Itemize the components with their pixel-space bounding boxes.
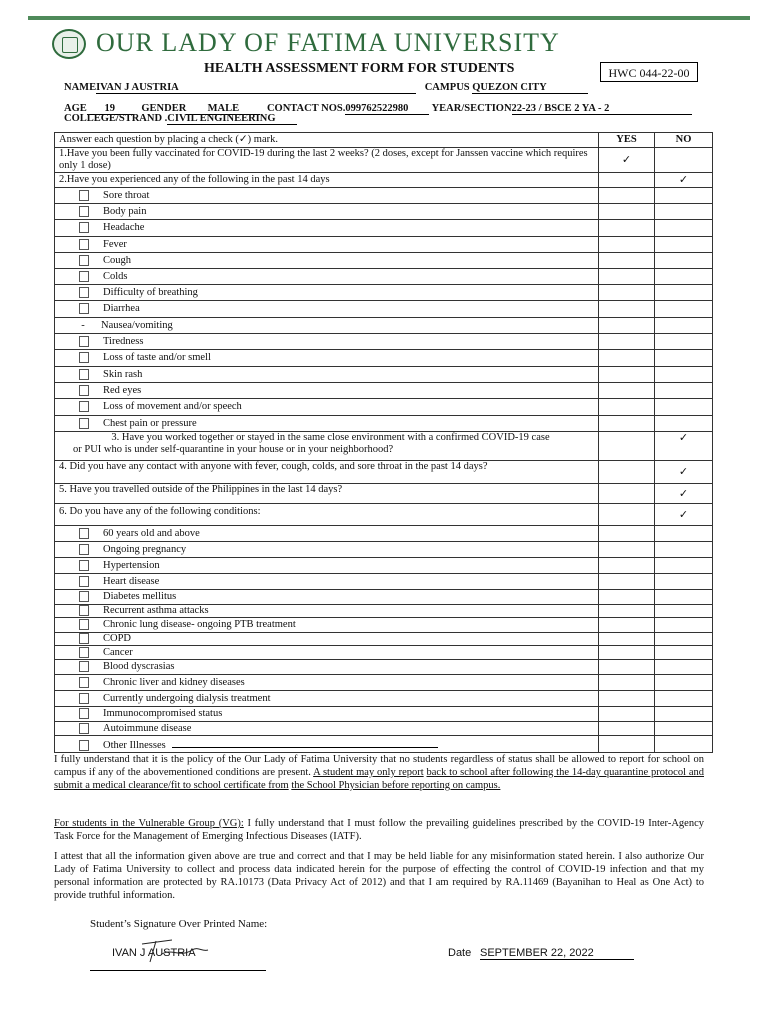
q3-yes-cell[interactable]: [599, 432, 655, 461]
university-seal-logo: [52, 29, 86, 59]
checkbox-icon: [79, 418, 89, 429]
symptom-yes-cell[interactable]: [599, 237, 655, 253]
symptom-row: [55, 237, 713, 253]
condition-yes-cell[interactable]: [599, 618, 655, 633]
form-code-box: HWC 044-22-00: [600, 62, 698, 82]
condition-row: [55, 660, 713, 675]
symptom-no-cell[interactable]: [655, 237, 713, 253]
symptom-yes-cell[interactable]: [599, 285, 655, 301]
condition-label: Diabetes mellitus: [103, 591, 177, 602]
date-label: Date: [448, 947, 472, 959]
question-5: 5. Have you travelled outside of the Philippines in the last 14 days?: [55, 484, 599, 504]
vulnerable-group-statement: For students in the Vulnerable Group (VG): I fully understand that I must follow the prevailing guidelines prescribed by the COVID-19 Inter-Agency Task Force for the Management of Emerging Infectious Diseases (IATF).: [54, 818, 704, 842]
campus-label: CAMPUS: [424, 82, 470, 93]
campus-field[interactable]: QUEZON CITY: [472, 82, 588, 94]
checkbox-icon: [79, 576, 89, 587]
condition-yes-cell[interactable]: [599, 558, 655, 574]
signature-line: [90, 970, 266, 971]
condition-row: [55, 590, 713, 605]
symptom-row: [55, 220, 713, 237]
condition-yes-cell[interactable]: [599, 542, 655, 558]
symptom-no-cell[interactable]: [655, 416, 713, 432]
symptom-label: Sore throat: [103, 189, 150, 201]
condition-yes-cell[interactable]: [599, 574, 655, 590]
condition-row: [55, 722, 713, 736]
checkbox-icon: [79, 633, 89, 644]
condition-label: Ongoing pregnancy: [103, 543, 187, 555]
handwritten-signature: [132, 936, 212, 966]
condition-row: [55, 605, 713, 618]
name-field[interactable]: IVAN J AUSTRIA: [96, 82, 416, 94]
other-illnesses-field[interactable]: [172, 736, 438, 748]
checkbox-icon: [79, 303, 89, 314]
condition-yes-cell[interactable]: [599, 675, 655, 691]
condition-row: [55, 574, 713, 590]
condition-label: Heart disease: [103, 575, 160, 587]
checkbox-icon: [79, 369, 89, 380]
condition-label: Chronic lung disease- ongoing PTB treatment: [103, 619, 296, 630]
condition-no-cell[interactable]: [655, 526, 713, 542]
condition-row: [55, 542, 713, 558]
symptom-no-cell[interactable]: [655, 269, 713, 285]
symptom-no-cell[interactable]: [655, 318, 713, 334]
q6-yes-cell[interactable]: [599, 504, 655, 526]
symptom-label: Difficulty of breathing: [103, 286, 198, 298]
checkbox-icon: [79, 544, 89, 555]
condition-label: Hypertension: [103, 559, 160, 571]
q1-no-cell[interactable]: [655, 148, 713, 173]
condition-no-cell[interactable]: [655, 646, 713, 660]
condition-no-cell[interactable]: [655, 574, 713, 590]
no-header: NO: [655, 133, 713, 148]
checkbox-icon: [79, 255, 89, 266]
symptom-row: [55, 253, 713, 269]
condition-no-cell[interactable]: [655, 736, 713, 753]
condition-no-cell[interactable]: [655, 618, 713, 633]
condition-label: Chronic liver and kidney diseases: [103, 676, 245, 688]
q3-no-cell[interactable]: ✓: [655, 432, 713, 461]
symptom-row: [55, 318, 713, 334]
checkbox-icon: [79, 605, 89, 616]
q4-yes-cell[interactable]: [599, 461, 655, 484]
condition-row: [55, 675, 713, 691]
condition-label: Cancer: [103, 646, 133, 658]
yes-header: YES: [599, 133, 655, 148]
symptom-yes-cell[interactable]: [599, 367, 655, 383]
condition-label: Immunocompromised status: [103, 708, 223, 719]
symptom-yes-cell[interactable]: [599, 253, 655, 269]
contact-field[interactable]: 099762522980: [345, 103, 429, 115]
question-row-4: [55, 461, 713, 484]
question-1: 1.Have you been fully vaccinated for COVID-19 during the last 2 weeks? (2 doses, except for Janssen vaccine which requires only 1 dose): [55, 148, 599, 173]
condition-yes-cell[interactable]: [599, 660, 655, 675]
condition-row: [55, 691, 713, 707]
symptom-label: Chest pain or pressure: [103, 417, 197, 429]
symptom-row: [55, 301, 713, 318]
condition-yes-cell[interactable]: [599, 633, 655, 646]
symptom-yes-cell[interactable]: [599, 399, 655, 416]
condition-no-cell[interactable]: [655, 691, 713, 707]
symptom-row: [55, 334, 713, 350]
condition-label: Recurrent asthma attacks: [103, 605, 209, 616]
symptom-no-cell[interactable]: [655, 350, 713, 367]
condition-label: Other Illnesses: [103, 740, 166, 751]
symptom-no-cell[interactable]: [655, 253, 713, 269]
header-rule: [28, 16, 750, 20]
checkbox-icon: [79, 336, 89, 347]
condition-yes-cell[interactable]: [599, 590, 655, 605]
checkbox-icon: [79, 287, 89, 298]
condition-label: 60 years old and above: [103, 527, 200, 539]
symptom-yes-cell[interactable]: [599, 334, 655, 350]
symptom-row: [55, 416, 713, 432]
condition-yes-cell[interactable]: [599, 736, 655, 753]
condition-yes-cell[interactable]: [599, 646, 655, 660]
condition-no-cell[interactable]: [655, 660, 713, 675]
symptom-no-cell[interactable]: [655, 399, 713, 416]
name-label: NAME: [64, 82, 97, 93]
checkbox-icon: [79, 740, 89, 751]
college-label: COLLEGE/STRAND .: [64, 113, 168, 124]
condition-no-cell[interactable]: [655, 633, 713, 646]
symptom-label: Cough: [103, 254, 132, 266]
question-2: 2.Have you experienced any of the following in the past 14 days: [55, 173, 599, 188]
question-row-1: [55, 148, 713, 173]
symptom-yes-cell[interactable]: [599, 318, 655, 334]
condition-yes-cell[interactable]: [599, 691, 655, 707]
symptom-row: [55, 367, 713, 383]
checkbox-icon: [79, 560, 89, 571]
q2-yes-cell[interactable]: [599, 173, 655, 188]
college-row: [64, 113, 297, 125]
symptom-label: Colds: [103, 270, 128, 282]
form-title: HEALTH ASSESSMENT FORM FOR STUDENTS: [204, 61, 515, 76]
checkbox-icon: [79, 528, 89, 539]
symptom-row: [55, 383, 713, 399]
dash-marker: -: [81, 319, 85, 331]
symptom-row: [55, 204, 713, 220]
question-row-2: [55, 173, 713, 188]
question-row-3: [55, 432, 713, 461]
policy-statement: I fully understand that it is the policy of the Our Lady of Fatima University that no students regardless of status shall be allowed to report for school on campus if any of the abovementioned conditions are present. A student may only report back to school after following the 14-day quarantine protocol and submit a medical clearance/fit to school certificate from the School Physician before reporting on campus.: [54, 754, 704, 791]
q5-yes-cell[interactable]: [599, 484, 655, 504]
checkbox-icon: [79, 677, 89, 688]
checkbox-icon: [79, 647, 89, 658]
checkbox-icon: [79, 271, 89, 282]
checkbox-icon: [79, 206, 89, 217]
condition-row: [55, 633, 713, 646]
checkbox-icon: [79, 661, 89, 672]
symptom-yes-cell[interactable]: [599, 269, 655, 285]
question-row-6: [55, 504, 713, 526]
q4-no-cell[interactable]: ✓: [655, 461, 713, 484]
contact-label: CONTACT NOS.: [266, 103, 346, 114]
checkbox-icon: [79, 591, 89, 602]
symptom-no-cell[interactable]: [655, 220, 713, 237]
gender-field[interactable]: MALE: [186, 103, 260, 115]
date-field[interactable]: SEPTEMBER 22, 2022: [480, 947, 634, 960]
condition-label: Blood dyscrasias: [103, 661, 175, 672]
age-label: AGE: [64, 103, 87, 114]
condition-row: [55, 618, 713, 633]
symptom-row: [55, 350, 713, 367]
symptom-label: Body pain: [103, 205, 147, 217]
age-field[interactable]: 19: [87, 103, 133, 115]
condition-label: COPD: [103, 633, 132, 644]
symptom-label: Headache: [103, 222, 145, 233]
checkbox-icon: [79, 708, 89, 719]
symptom-label: Fever: [103, 238, 127, 250]
condition-label: Currently undergoing dialysis treatment: [103, 692, 271, 704]
questionnaire-table: [54, 132, 713, 753]
symptom-label: Tiredness: [103, 335, 144, 347]
name-row: [64, 82, 588, 94]
symptom-no-cell[interactable]: [655, 301, 713, 318]
question-3: 3. Have you worked together or stayed in the same close environment with a confirmed COVID-19 case: [111, 432, 550, 443]
symptom-yes-cell[interactable]: [599, 220, 655, 237]
symptom-label: Skin rash: [103, 368, 143, 380]
symptom-no-cell[interactable]: [655, 285, 713, 301]
checkbox-icon: [79, 723, 89, 734]
condition-no-cell[interactable]: [655, 675, 713, 691]
symptom-no-cell[interactable]: [655, 204, 713, 220]
checkbox-icon: [79, 401, 89, 412]
symptom-no-cell[interactable]: [655, 334, 713, 350]
condition-no-cell[interactable]: [655, 707, 713, 722]
checkbox-icon: [79, 352, 89, 363]
condition-yes-cell[interactable]: [599, 707, 655, 722]
symptom-yes-cell[interactable]: [599, 383, 655, 399]
printed-name[interactable]: IVAN J AUSTRIA: [112, 947, 196, 959]
symptom-row: [55, 188, 713, 204]
symptom-row: [55, 269, 713, 285]
condition-no-cell[interactable]: [655, 605, 713, 618]
symptom-no-cell[interactable]: [655, 188, 713, 204]
symptom-label: Loss of taste and/or smell: [103, 352, 211, 363]
condition-label: Autoimmune disease: [103, 722, 192, 734]
condition-no-cell[interactable]: [655, 558, 713, 574]
symptom-row: [55, 399, 713, 416]
q5-no-cell[interactable]: ✓: [655, 484, 713, 504]
checkbox-icon: [79, 619, 89, 630]
condition-row: [55, 558, 713, 574]
condition-yes-cell[interactable]: [599, 722, 655, 736]
symptom-yes-cell[interactable]: [599, 350, 655, 367]
condition-row: [55, 646, 713, 660]
checkbox-icon: [79, 693, 89, 704]
symptom-no-cell[interactable]: [655, 383, 713, 399]
q1-yes-cell[interactable]: ✓: [599, 148, 655, 173]
attestation-statement: I attest that all the information given above are true and correct and that I may be held liable for any misinformation stated herein. I also authorize Our Lady of Fatima University to collect and process data indicated herein for the purpose of effecting the control of COVID-19 infection and that my personal information are protected by RA.10173 (Data Privacy Act of 2012) and that I am required by RA.11469 (Bayanihan to Heal as One Act) to provide truthful information.: [54, 851, 704, 901]
year-section-label: YEAR/SECTION: [431, 103, 512, 114]
symptom-row: [55, 285, 713, 301]
q6-no-cell[interactable]: ✓: [655, 504, 713, 526]
instruction-header: Answer each question by placing a check (✓) mark.: [55, 133, 599, 148]
checkbox-icon: [79, 385, 89, 396]
condition-row: [55, 707, 713, 722]
question-3-continued: or PUI who is under self-quarantine in your house or in your neighborhood?: [73, 444, 394, 455]
year-section-field[interactable]: 22-23 / BSCE 2 YA - 2: [512, 103, 692, 115]
checkbox-icon: [79, 239, 89, 250]
signature-label: Student’s Signature Over Printed Name:: [90, 918, 268, 930]
university-name: OUR LADY OF FATIMA UNIVERSITY: [96, 28, 560, 57]
condition-row: [55, 736, 713, 753]
symptom-label: Loss of movement and/or speech: [103, 401, 242, 412]
question-6: 6. Do you have any of the following conditions:: [55, 504, 599, 526]
q2-no-cell[interactable]: ✓: [655, 173, 713, 188]
symptom-label: Nausea/vomiting: [101, 319, 173, 331]
checkbox-icon: [79, 190, 89, 201]
condition-yes-cell[interactable]: [599, 526, 655, 542]
condition-no-cell[interactable]: [655, 722, 713, 736]
symptom-no-cell[interactable]: [655, 367, 713, 383]
condition-no-cell[interactable]: [655, 542, 713, 558]
question-4: 4. Did you have any contact with anyone with fever, cough, colds, and sore throat in the past 14 days?: [59, 461, 488, 472]
symptom-yes-cell[interactable]: [599, 188, 655, 204]
symptom-label: Diarrhea: [103, 303, 140, 314]
condition-no-cell[interactable]: [655, 590, 713, 605]
condition-row: [55, 526, 713, 542]
symptom-yes-cell[interactable]: [599, 416, 655, 432]
symptom-label: Red eyes: [103, 384, 142, 396]
question-row-5: [55, 484, 713, 504]
checkbox-icon: [79, 222, 89, 233]
symptom-yes-cell[interactable]: [599, 204, 655, 220]
symptom-yes-cell[interactable]: [599, 301, 655, 318]
condition-yes-cell[interactable]: [599, 605, 655, 618]
college-field[interactable]: CIVIL ENGINEERING: [167, 113, 297, 125]
gender-label: GENDER: [141, 103, 187, 114]
